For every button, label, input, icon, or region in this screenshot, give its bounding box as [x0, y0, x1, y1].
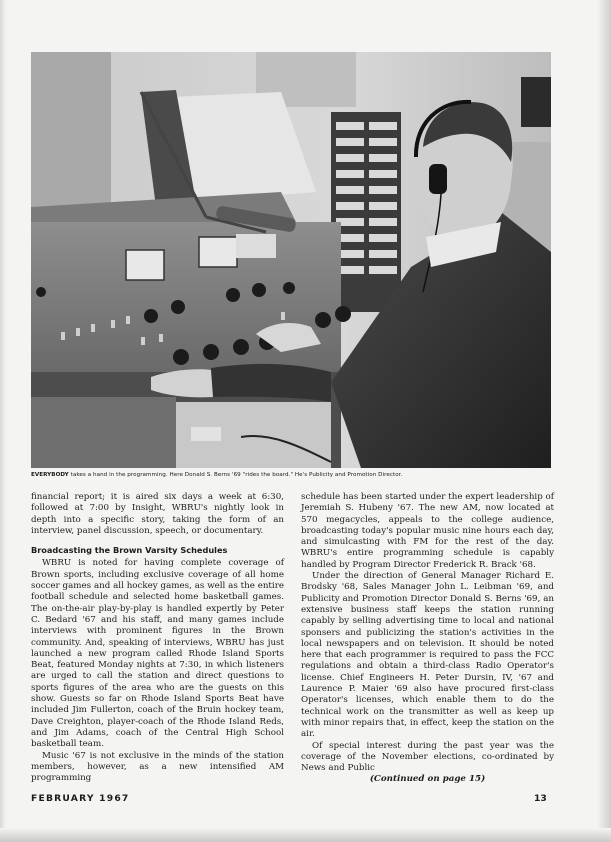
right-column [301, 492, 554, 786]
paragraph: financial report; it is aired six days a week at 6:30, followed at 7:00 by Insight, WBRU's nightly look in depth into a specific story, taking the form of an interview, panel discussion, speech, or documentary. [31, 492, 284, 536]
left-column [31, 492, 284, 784]
page-edge-bottom [0, 828, 611, 842]
page-edge-right [597, 0, 611, 842]
caption-text: takes a hand in the programming. Here Donald S. Berns '69 "rides the board." He's Publicity and Promotion Director. [68, 472, 403, 478]
paragraph: schedule has been started under the expert leadership of Jeremiah S. Hubeny '67. The new AM, now located at 570 megacycles, appeals to the college audience, broadcasting today's popular music nine hours each day, and simulcasting with FM for the rest of the day. WBRU's entire programming schedule is capably handled by Program Director Frederick R. Brack '68. [301, 492, 554, 570]
paragraph: Of special interest during the past year was the coverage of the November elections, co-ordinated by News and Public [301, 740, 554, 774]
issue-date: FEBRUARY 1967 [31, 793, 130, 804]
page-edge-left [0, 0, 6, 842]
paragraph: Under the direction of General Manager Richard E. Brodsky '68, Sales Manager John L. Leibman '69, and Publicity and Promotion Director Donald S. Berns '69, an extensive business staff keeps the station running capably by selling advertising time to local and national sponsers and publicizing the station's activities in the local newspapers and on television. It should be noted here that each programmer is required to pass the FCC regulations and obtain a third-class Radio Operator's license. Chief Engineers H. Peter Dursin, IV, '67 and Laurence P. Maier '69 also have procured first-class Operator's licenses, which enable them to do the technical work on the transmitter as well as keep up with minor repairs that, in effect, keep the station on the air. [301, 571, 554, 740]
studio-photo [31, 52, 551, 468]
page-number: 13 [534, 793, 547, 804]
section-heading: Broadcasting the Brown Varsity Schedules [31, 545, 228, 556]
paragraph: WBRU is noted for having complete coverage of Brown sports, including exclusive coverage of all home soccer games and all hockey games, as well as the entire football schedule and selected home basketball games. The on-the-air play-by-play is handled expertly by Peter C. Bedard '67 and his staff, and many games include interviews with prominent figures in the Brown community. And, speaking of interviews, WBRU has just launched a new program called Rhode Island Sports Beat, featured Monday nights at 7:30, in which listeners are urged to call the station and direct questions to sports figures of the area who are the guests on this show. Guests so far on Rhode Island Sports Beat have included Jim Fullerton, coach of the Bruin hockey team, Dave Creighton, player-coach of the Rhode Island Reds, and Jim Adams, coach of the Central High School basketball team. [31, 558, 284, 750]
paragraph: Music '67 is not exclusive in the minds of the station members, however, as a new intensified AM programming [31, 750, 284, 784]
photo-caption [31, 472, 551, 478]
caption-lead: EVERYBODY [31, 472, 69, 478]
continued-note: (Continued on page 15) [369, 774, 486, 785]
